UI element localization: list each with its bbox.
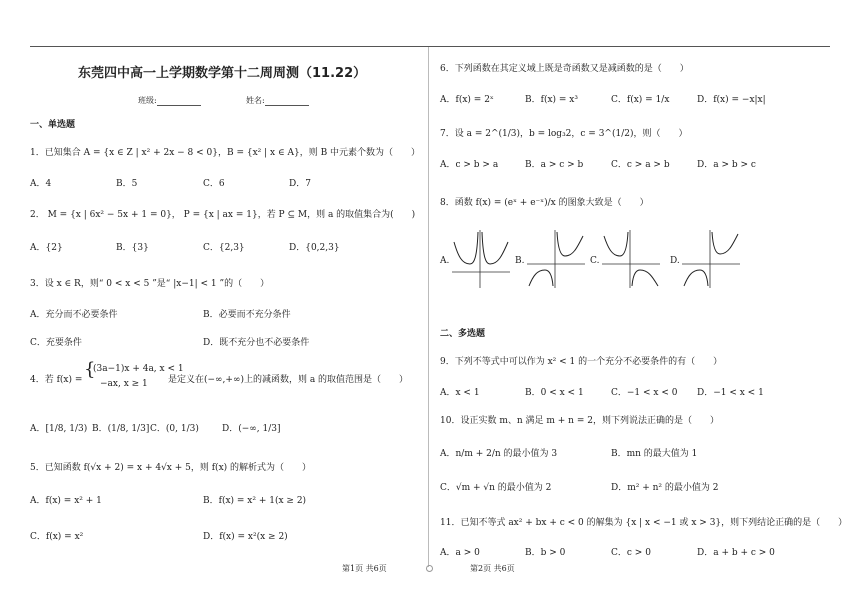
- q8-option-a: A.: [440, 256, 450, 266]
- q6-stem: 6．下列函数在其定义域上既是奇函数又是减函数的是（ ）: [440, 64, 689, 74]
- q11-option-c: C．c > 0: [611, 548, 651, 558]
- q9-option-b: B．0 < x < 1: [525, 388, 584, 398]
- q5-stem: 5．已知函数 f(√x + 2) = x + 4√x + 5，则 f(x) 的解析式为（ ）: [30, 463, 312, 473]
- q2-stem: 2． M = {x | 6x² − 5x + 1 = 0}， P = {x | ax = 1}，若 P ⊆ M，则 a 的取值集合为( ): [30, 210, 416, 220]
- q9-stem: 9．下列不等式中可以作为 x² < 1 的一个充分不必要条件的有（ ）: [440, 357, 723, 367]
- q3-option-c: C．充要条件: [30, 338, 82, 348]
- q3-option-d: D．既不充分也不必要条件: [203, 338, 310, 348]
- q9-option-d: D．−1 < x < 1: [697, 388, 764, 398]
- q10-option-b: B．mn 的最大值为 1: [611, 449, 698, 459]
- q1-option-c: C．6: [203, 179, 225, 189]
- q10-option-a: A．n/m + 2/n 的最小值为 3: [440, 449, 558, 459]
- q9-option-c: C．−1 < x < 0: [611, 388, 678, 398]
- q11-option-a: A．a > 0: [440, 548, 480, 558]
- q2-option-c: C．{2,3}: [203, 243, 245, 253]
- q8-graph-a: [450, 228, 512, 290]
- q5-option-c: C．f(x) = x²: [30, 532, 84, 542]
- q4-stem-a: 4．若 f(x) =: [30, 375, 83, 385]
- q5-option-a: A．f(x) = x² + 1: [30, 496, 102, 506]
- q11-stem: 11．已知不等式 ax² + bx + c < 0 的解集为 {x | x < −1 或 x > 3}，则下列结论正确的是（ ）: [440, 518, 848, 528]
- q8-graph-b: [525, 228, 587, 290]
- q8-stem: 8．函数 f(x) = (eˣ + e⁻ˣ)/x 的图象大致是（ ）: [440, 198, 649, 208]
- q8-option-b: B.: [515, 256, 525, 266]
- footer-page-right: 第2页 共6页: [470, 564, 515, 573]
- q7-stem: 7．设 a = 2^(1/3)，b = log₃2，c = 3^(1/2)，则（ ）: [440, 129, 688, 139]
- q7-option-b: B．a > c > b: [525, 160, 584, 170]
- q9-option-a: A．x < 1: [440, 388, 480, 398]
- q8-graph-c: [600, 228, 662, 290]
- q4-piece-1: (3a−1)x + 4a, x < 1: [93, 364, 184, 374]
- q4-option-d: D．(−∞, 1/3]: [222, 424, 281, 434]
- q6-option-c: C．f(x) = 1/x: [611, 95, 670, 105]
- q2-option-b: B．{3}: [116, 243, 149, 253]
- class-label: 班级:: [138, 96, 157, 105]
- q7-option-a: A．c > b > a: [440, 160, 499, 170]
- q4-piece-2: −ax, x ≥ 1: [100, 379, 148, 389]
- q2-option-a: A．{2}: [30, 243, 63, 253]
- q4-stem-b: 是定义在(−∞,+∞)上的减函数，则 a 的取值范围是（ ）: [168, 375, 409, 385]
- q4-option-a: A．[1/8, 1/3): [30, 424, 88, 434]
- class-blank: [157, 97, 201, 106]
- name-label: 姓名:: [246, 96, 265, 105]
- section-single-choice: 一、单选题: [30, 120, 76, 130]
- q10-option-d: D．m² + n² 的最小值为 2: [611, 483, 719, 493]
- q8-option-d: D.: [670, 256, 680, 266]
- page-divider: [428, 47, 429, 567]
- q3-option-a: A．充分而不必要条件: [30, 310, 118, 320]
- q11-option-d: D．a + b + c > 0: [697, 548, 775, 558]
- q10-option-c: C．√m + √n 的最小值为 2: [440, 483, 552, 493]
- section-multiple-choice: 二、多选题: [440, 329, 486, 339]
- class-field: [138, 95, 201, 106]
- q1-option-d: D．7: [289, 179, 311, 189]
- q4-option-b: B．(1/8, 1/3]: [92, 424, 150, 434]
- q8-option-c: C.: [590, 256, 600, 266]
- q1-stem: 1．已知集合 A = {x ∈ Z | x² + 2x − 8 < 0}，B = {x² | x ∈ A}，则 B 中元素个数为（ ）: [30, 148, 421, 158]
- q5-option-b: B．f(x) = x² + 1(x ≥ 2): [203, 496, 307, 506]
- footer-page-left: 第1页 共6页: [342, 564, 387, 573]
- q7-option-d: D．a > b > c: [697, 160, 756, 170]
- q3-option-b: B．必要而不充分条件: [203, 310, 291, 320]
- top-rule: [30, 46, 830, 47]
- q11-option-b: B．b > 0: [525, 548, 566, 558]
- q1-option-a: A．4: [30, 179, 52, 189]
- q3-stem: 3．设 x ∈ R，则“ 0 < x < 5 ”是“ |x−1| < 1 ”的（ ）: [30, 279, 270, 289]
- q1-option-b: B．5: [116, 179, 138, 189]
- q4-brace: {: [84, 359, 96, 380]
- page-title: 东莞四中高一上学期数学第十二周周测（11.22）: [78, 66, 367, 81]
- q5-option-d: D．f(x) = x²(x ≥ 2): [203, 532, 288, 542]
- footer-dot-icon: [426, 565, 433, 572]
- q8-graph-d: [680, 228, 742, 290]
- q10-stem: 10．设正实数 m、n 满足 m + n = 2，则下列说法正确的是（ ）: [440, 416, 719, 426]
- q6-option-b: B．f(x) = x³: [525, 95, 578, 105]
- q4-option-c: C．(0, 1/3): [150, 424, 199, 434]
- name-field: [246, 95, 309, 106]
- q7-option-c: C．c > a > b: [611, 160, 670, 170]
- q2-option-d: D．{0,2,3}: [289, 243, 340, 253]
- q6-option-a: A．f(x) = 2ˣ: [440, 95, 494, 105]
- q6-option-d: D．f(x) = −x|x|: [697, 95, 766, 105]
- name-blank: [265, 97, 309, 106]
